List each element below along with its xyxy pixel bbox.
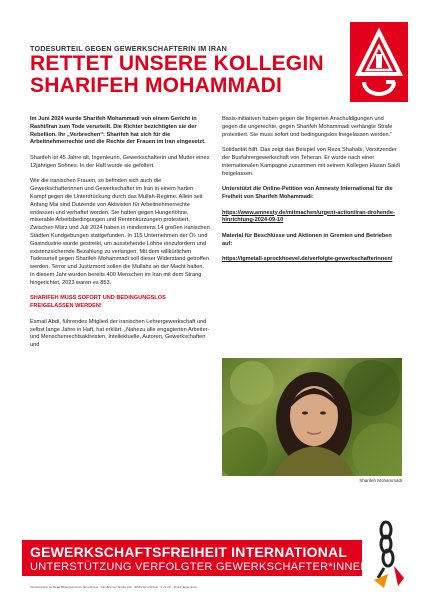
ig-metall-logo-icon (350, 22, 408, 102)
page-title (30, 53, 350, 97)
material-link[interactable]: https://igmetall-sprockhoevel.de/verfolgte-gewerkschafterinnen/ (222, 256, 393, 263)
bio-paragraph: Sharifeh ist 45 Jahre alt, Ingenieurin, Gewerkschafterin und Mutter eines 12jährigen Sohnes. In der Haft wurde sie gefoltert. (30, 154, 210, 169)
left-column (30, 116, 210, 358)
title-line-1: RETTET UNSERE KOLLEGIN (30, 52, 324, 75)
banner-title: GEWERKSCHAFTSFREIHEIT INTERNATIONAL (30, 544, 348, 560)
right-column (222, 116, 400, 272)
title-line-2: SHARIFEH MOHAMMADI (30, 74, 283, 97)
ig-metall-logo (350, 22, 408, 102)
footer-imprint: Verantwortlich: IG Metall Bildungszentrum Sprockhövel · Otto-Brenner-Straße 100 · 45549 Sprockhövel · V.i.S.d.P. · Druck: Eigendruck (30, 585, 197, 589)
banner-subtitle: UNTERSTÜTZUNG VERFOLGTER GEWERKSCHAFTER*INNEN (30, 561, 369, 573)
material-text: Material für Beschlüsse und Aktionen in Gremien und Betrieben auf: (222, 232, 392, 247)
solidarity-paragraph: Solidarität hilft. Das zeigt das Beispiel von Reza Shahabi, Vorsitzender der Busfahrergewerkschaft von Teheran. Er wurde nach einer internationalen Kampagne zusammen mit seinem Kollegen Hasan Saidi freigelassen. (222, 147, 400, 177)
quote-paragraph: Esmail Abdi, führendes Mitglied der iranischen Lehrergewerkschaft und selbst lange Jahre in Haft, hat erklärt: „Nahezu alle engagierten Arbeiter- und Menschenrechtsaktivisten, Intellektuelle, Autoren, Gewerkschaften und (30, 318, 210, 349)
lead-paragraph: Im Juni 2024 wurde Sharifeh Mohammadi von einem Gericht in Rasht/Iran zum Tode verurteilt. Die Richter bezichtigten sie der Rebellion. Ihr „Verbrechen“: Sharifeh hat sich für die Arbeitnehmerrechte und die Rechte der Frauen im Iran eingesetzt. (30, 116, 206, 146)
context-paragraph: Wie die iranischen Frauen, so befinden sich auch die Gewerkschafterinnen und Gewerkschafter im Iran in einem harten Kampf gegen die Unterdrückung durch das Mullah-Regime. Allein seit Anfang Mai sind Dutzende von Aktivisten für Arbeitnehmerrechte entlassen und verhaftet worden. Sie hatten gegen Hungerlöhne, miserable Arbeitsbedingungen und Rentenkürzungen protestiert. Zwischen März und Juli 2024 haben in mindestens 14 großen iranischen Städten Kundgebungen stattgefunden. In 115 Unternehmen der Öl- und Gasindustrie wurde gestreikt, um ausstehende Löhne einzufordern und existenzsichernde Bezahlung zu verlangen. Mit dem willkürlichen Todesurteil gegen Sharifeh Mohammadi soll dieser Widerstand getroffen werden. Terror und Justizmord sollen die Mullahs an der Macht halten. In diesem Jahr wurden bereits 400 Menschen im Iran mit dem Strang hingerichtet, 2023 waren es 853. (30, 178, 210, 286)
quote-continued: Basis-initiativen haben gegen die fingierten Anschuldigungen und gegen die ungerechte, gegen Sharifeh Mohammadi verhängte Strafe protestiert. Sie muss sofort und bedingungslos freigelassen werden.“ (222, 116, 393, 138)
broken-chain-icon (364, 520, 416, 590)
petition-text: Unterstützt die Online-Petition von Amnesty International für die Freiheit von Sharifeh Mohammadi: (222, 186, 393, 200)
release-subhead: SHARIFEH MUSS SOFORT UND BEDINGUNGSLOS FREIGELASSEN WERDEN! (30, 295, 166, 310)
petition-link[interactable]: https://www.amnesty.de/mitmachen/urgent-action/iran-drohende-hinrichtung-2024-09-10 (222, 209, 395, 224)
photo-caption: Sharifeh Mohammadi (359, 478, 402, 483)
campaign-banner (22, 540, 369, 576)
portrait-photo (222, 358, 402, 476)
kicker: TODESURTEIL GEGEN GEWERKSCHAFTERIN IM IRAN (30, 44, 228, 53)
